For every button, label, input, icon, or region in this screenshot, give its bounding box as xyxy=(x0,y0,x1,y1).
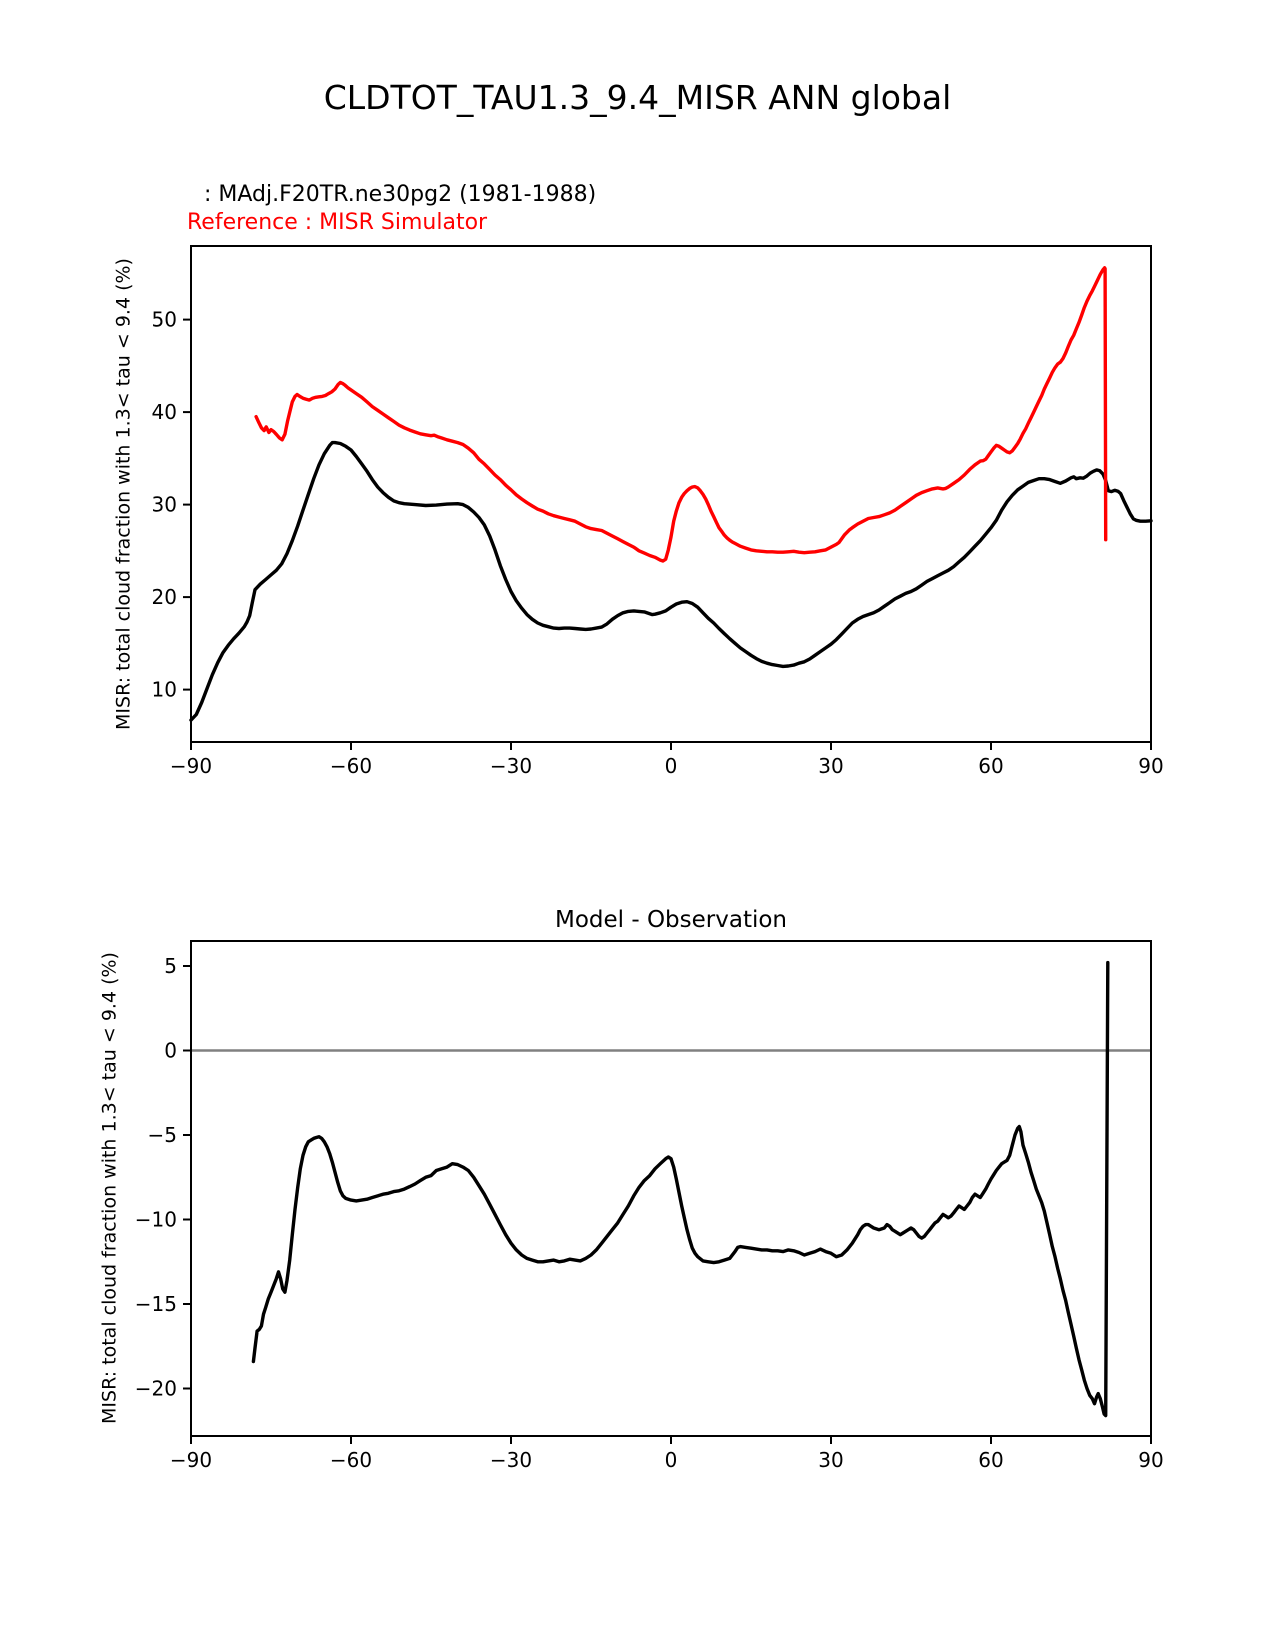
y-tick-label: −10 xyxy=(134,1207,177,1232)
y-tick-label: 20 xyxy=(151,585,177,610)
x-tick-label: 30 xyxy=(818,1448,844,1472)
reference-line xyxy=(256,268,1106,561)
bottom-chart-title: Model - Observation xyxy=(554,907,788,933)
bottom-chart-ylabel: MISR: total cloud fraction with 1.3< tau < 9.4 (%) xyxy=(98,952,121,1424)
x-tick-label: −90 xyxy=(169,1448,213,1472)
x-tick-label: −30 xyxy=(489,754,533,778)
x-tick-label: 30 xyxy=(818,754,844,778)
x-tick-label: −30 xyxy=(489,1448,533,1472)
x-tick-label: 60 xyxy=(978,754,1004,778)
y-tick-label: 50 xyxy=(151,307,177,332)
model-line xyxy=(191,443,1151,720)
x-tick-label: 60 xyxy=(978,1448,1004,1472)
x-tick-label: 90 xyxy=(1138,754,1164,778)
x-tick-label: 0 xyxy=(664,754,678,778)
axes-spine xyxy=(191,246,1151,742)
y-tick-label: −15 xyxy=(134,1292,177,1316)
y-tick-label: −5 xyxy=(147,1123,177,1147)
top-chart xyxy=(152,246,1164,778)
x-tick-label: 90 xyxy=(1138,1448,1164,1472)
bottom-chart xyxy=(135,941,1164,1472)
legend-model-label: : MAdj.F20TR.ne30pg2 (1981-1988) xyxy=(204,182,597,207)
y-tick-label: 10 xyxy=(151,677,177,702)
legend-reference-label: Reference : MISR Simulator xyxy=(187,210,488,235)
x-tick-label: −60 xyxy=(329,1448,373,1472)
y-tick-label: 40 xyxy=(151,400,177,425)
y-tick-label: 0 xyxy=(164,1038,177,1063)
y-tick-label: 30 xyxy=(151,492,177,517)
x-tick-label: 0 xyxy=(664,1448,678,1472)
x-tick-label: −60 xyxy=(329,754,373,778)
y-tick-label: −20 xyxy=(134,1376,177,1401)
x-tick-label: −90 xyxy=(169,754,213,778)
difference-line xyxy=(253,963,1107,1416)
figure-title: CLDTOT_TAU1.3_9.4_MISR ANN global xyxy=(323,78,952,117)
axes-spine xyxy=(191,941,1151,1436)
top-chart-ylabel: MISR: total cloud fraction with 1.3< tau < 9.4 (%) xyxy=(112,258,135,730)
y-tick-label: 5 xyxy=(164,954,177,978)
